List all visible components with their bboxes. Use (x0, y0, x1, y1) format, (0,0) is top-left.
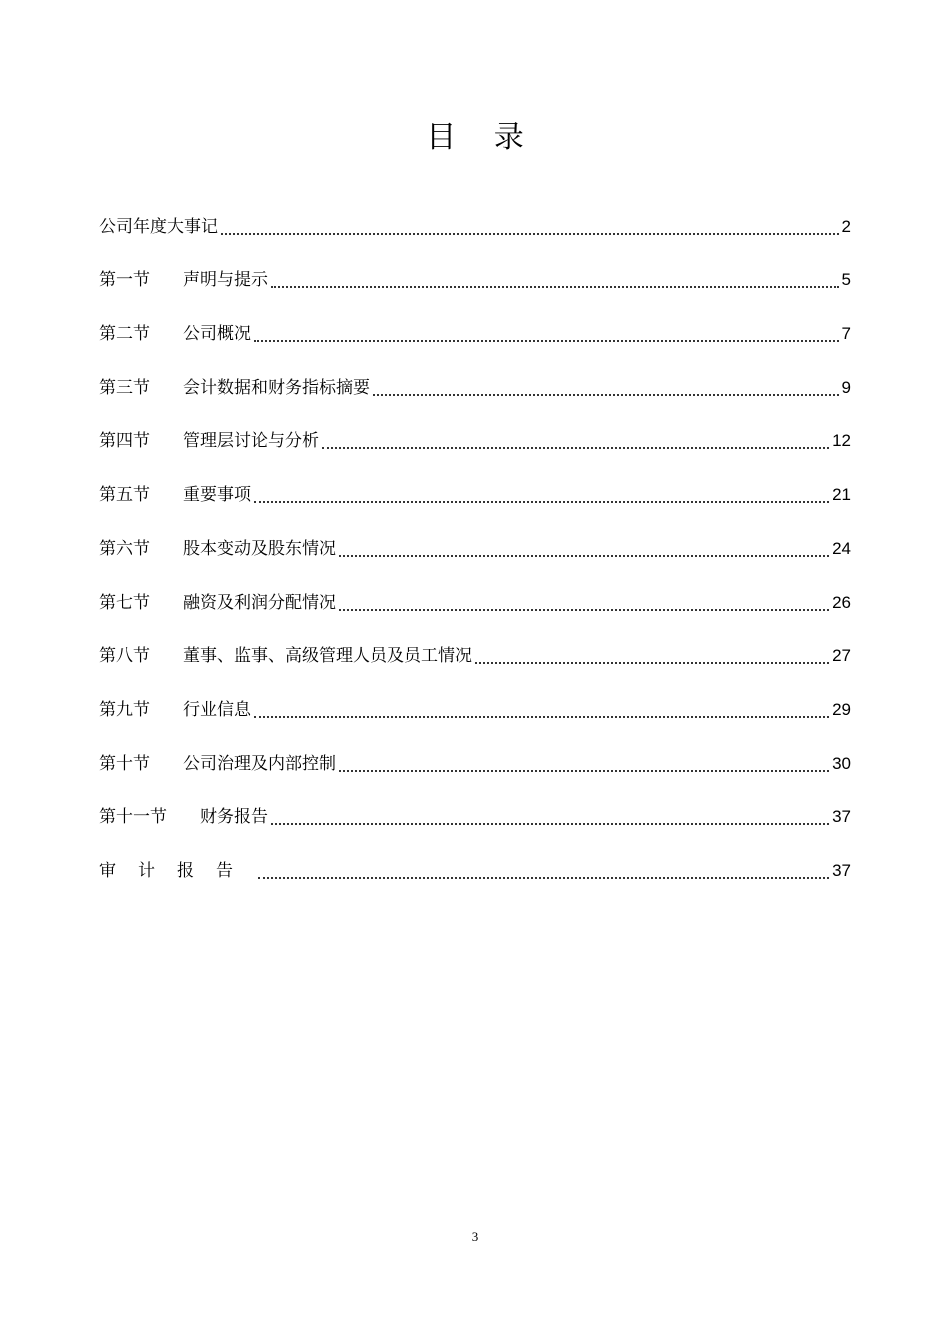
toc-entry-events[interactable] (99, 190, 851, 244)
toc-entry-section: 第二节 (99, 324, 150, 345)
toc-leader-dots (258, 877, 829, 879)
toc-entry-title: 财务报告 (200, 807, 268, 828)
table-of-contents (99, 190, 851, 888)
toc-entry-page: 21 (832, 485, 851, 505)
toc-entry-title: 公司概况 (183, 324, 251, 345)
toc-entry-title: 股本变动及股东情况 (183, 538, 336, 559)
toc-entry-page: 9 (841, 377, 851, 397)
toc-entry-title: 会计数据和财务指标摘要 (183, 377, 370, 398)
page-title: 目 录 (426, 120, 538, 155)
toc-entry-section: 第三节 (99, 377, 150, 398)
toc-entry-section: 第七节 (99, 592, 150, 613)
toc-leader-dots (339, 770, 829, 772)
toc-entry-title: 公司年度大事记 (99, 216, 218, 237)
toc-entry-section: 第八节 (99, 646, 150, 667)
toc-entry-title: 董事、监事、高级管理人员及员工情况 (183, 646, 472, 667)
toc-leader-dots (271, 823, 829, 825)
toc-entry-title: 融资及利润分配情况 (183, 592, 336, 613)
toc-entry-section-5[interactable] (99, 458, 851, 512)
toc-entry-section-8[interactable] (99, 620, 851, 674)
toc-entry-section-6[interactable] (99, 512, 851, 566)
toc-entry-section-2[interactable] (99, 297, 851, 351)
toc-entry-title: 审计报告 (99, 860, 255, 881)
toc-leader-dots (339, 555, 829, 557)
toc-leader-dots (254, 340, 839, 342)
toc-entry-page: 26 (832, 592, 851, 612)
toc-entry-title: 管理层讨论与分析 (183, 431, 319, 452)
toc-entry-section-4[interactable] (99, 405, 851, 459)
toc-entry-title: 重要事项 (183, 485, 251, 506)
toc-entry-section-7[interactable] (99, 566, 851, 620)
toc-entry-page: 7 (841, 324, 851, 344)
toc-leader-dots (373, 394, 839, 396)
toc-entry-section-1[interactable] (99, 244, 851, 298)
toc-entry-section: 第九节 (99, 699, 150, 720)
toc-leader-dots (254, 716, 829, 718)
toc-entry-section-10[interactable] (99, 727, 851, 781)
toc-entry-section: 第一节 (99, 270, 150, 291)
toc-entry-page: 30 (832, 753, 851, 773)
toc-entry-section-3[interactable] (99, 351, 851, 405)
toc-entry-audit-report[interactable] (99, 834, 851, 888)
toc-leader-dots (271, 286, 839, 288)
toc-entry-page: 2 (841, 216, 851, 236)
toc-entry-section: 第四节 (99, 431, 150, 452)
toc-entry-title: 行业信息 (183, 699, 251, 720)
toc-leader-dots (339, 609, 829, 611)
toc-entry-section: 第五节 (99, 485, 150, 506)
toc-leader-dots (254, 501, 829, 503)
toc-entry-page: 37 (832, 807, 851, 827)
toc-entry-section: 第十节 (99, 753, 150, 774)
toc-leader-dots (475, 662, 829, 664)
toc-entry-page: 5 (841, 270, 851, 290)
page-number: 3 (471, 1229, 479, 1244)
toc-entry-page: 37 (832, 860, 851, 880)
toc-leader-dots (221, 233, 839, 235)
toc-entry-section: 第十一节 (99, 807, 167, 828)
toc-entry-section: 第六节 (99, 538, 150, 559)
toc-entry-page: 29 (832, 699, 851, 719)
toc-entry-page: 12 (832, 431, 851, 451)
toc-entry-page: 27 (832, 646, 851, 666)
toc-entry-section-11[interactable] (99, 781, 851, 835)
toc-entry-section-9[interactable] (99, 673, 851, 727)
toc-entry-title: 声明与提示 (183, 270, 268, 291)
toc-entry-page: 24 (832, 538, 851, 558)
toc-leader-dots (322, 447, 829, 449)
toc-entry-title: 公司治理及内部控制 (183, 753, 336, 774)
